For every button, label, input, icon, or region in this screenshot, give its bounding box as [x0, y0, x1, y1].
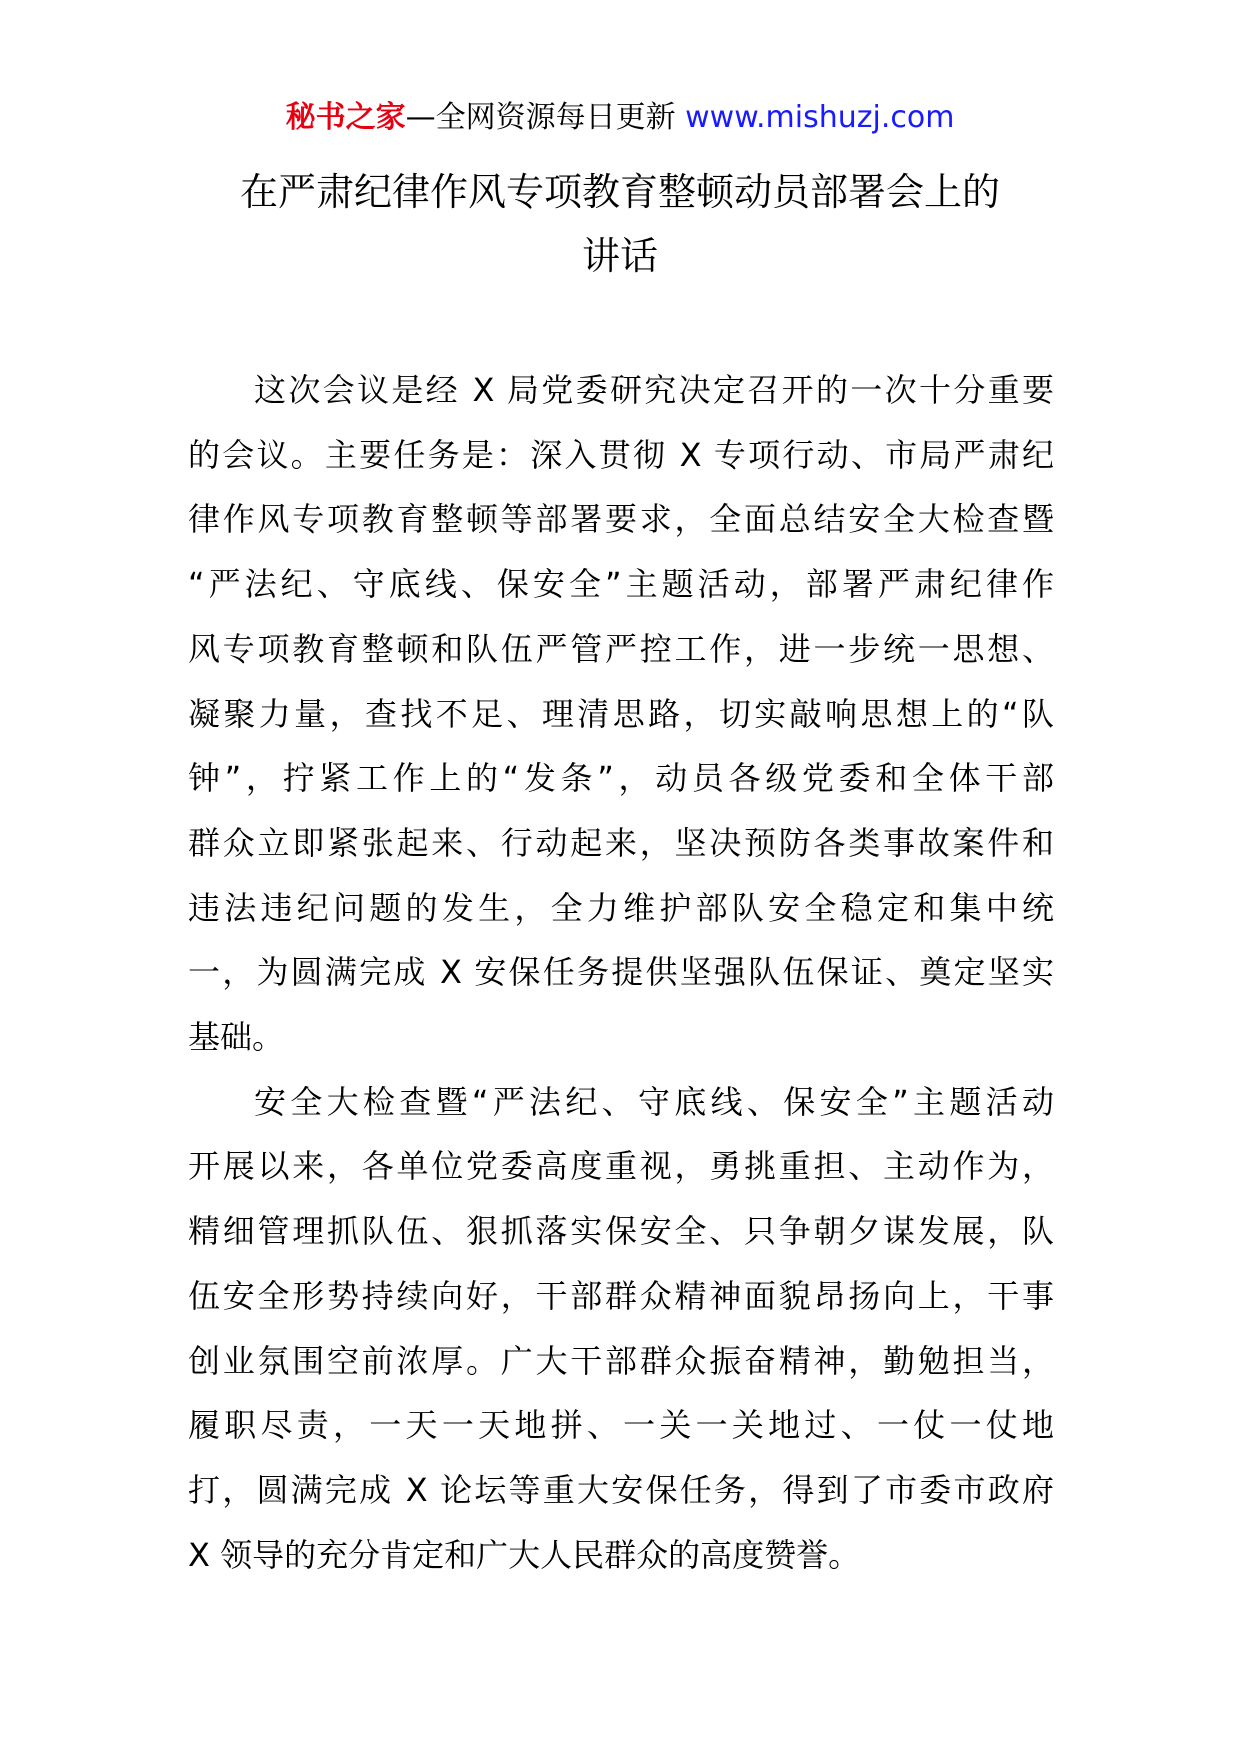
paragraph-line: 律作风专项教育整顿等部署要求，全面总结安全大检查暨: [188, 500, 1054, 539]
header-tagline: —全网资源每日更新: [405, 100, 676, 135]
paragraph-line: 群众立即紧张起来、行动起来，坚决预防各类事故案件和: [188, 823, 1054, 862]
paragraph-line: 的会议。主要任务是：深入贯彻 X 专项行动、市局严肃纪: [188, 435, 1054, 474]
paragraph-line: 打，圆满完成 X 论坛等重大安保任务，得到了市委市政府: [188, 1470, 1054, 1509]
paragraph-line: 开展以来，各单位党委高度重视，勇挑重担、主动作为，: [188, 1147, 1054, 1186]
site-url-link[interactable]: www.mishuzj.com: [685, 100, 955, 135]
paragraph-line: 一，为圆满完成 X 安保任务提供坚强队伍保证、奠定坚实: [188, 953, 1054, 992]
paragraph-line: 风专项教育整顿和队伍严管严控工作，进一步统一思想、: [188, 629, 1054, 668]
brand-name: 秘书之家: [285, 100, 406, 135]
paragraph-line: 安全大检查暨“严法纪、守底线、保安全”主题活动: [254, 1082, 1054, 1121]
paragraph-line: 凝聚力量，查找不足、理清思路，切实敲响思想上的“队: [188, 694, 1054, 733]
title-line-1: 在严肃纪律作风专项教育整顿动员部署会上的: [239, 170, 1000, 214]
paragraph-line: 这次会议是经 X 局党委研究决定召开的一次十分重要: [254, 371, 1054, 409]
paragraph-line: 履职尽责，一天一天地拼、一关一关地过、一仗一仗地: [188, 1406, 1054, 1445]
paragraph-line: “严法纪、守底线、保安全”主题活动，部署严肃纪律作: [188, 565, 1054, 604]
document-title: [180, 160, 1060, 288]
watermark-header: [0, 98, 1240, 138]
paragraph-2: [188, 1070, 1054, 1588]
paragraph-line: 创业氛围空前浓厚。广大干部群众振奋精神，勤勉担当，: [188, 1341, 1054, 1380]
title-line-2: 讲话: [581, 234, 658, 278]
paragraph-line: 基础。: [188, 1018, 285, 1057]
paragraph-line: X 领导的充分肯定和广大人民群众的高度赞誉。: [188, 1535, 861, 1574]
paragraph-line: 钟”，拧紧工作上的“发条”，动员各级党委和全体干部: [188, 759, 1054, 798]
paragraph-line: 精细管理抓队伍、狠抓落实保安全、只争朝夕谋发展，队: [188, 1212, 1054, 1251]
paragraph-line: 违法违纪问题的发生，全力维护部队安全稳定和集中统: [188, 888, 1054, 927]
paragraph-line: 伍安全形势持续向好，干部群众精神面貌昂扬向上，干事: [188, 1276, 1054, 1315]
document-body: [188, 358, 1054, 1587]
paragraph-1: [188, 358, 1054, 1070]
